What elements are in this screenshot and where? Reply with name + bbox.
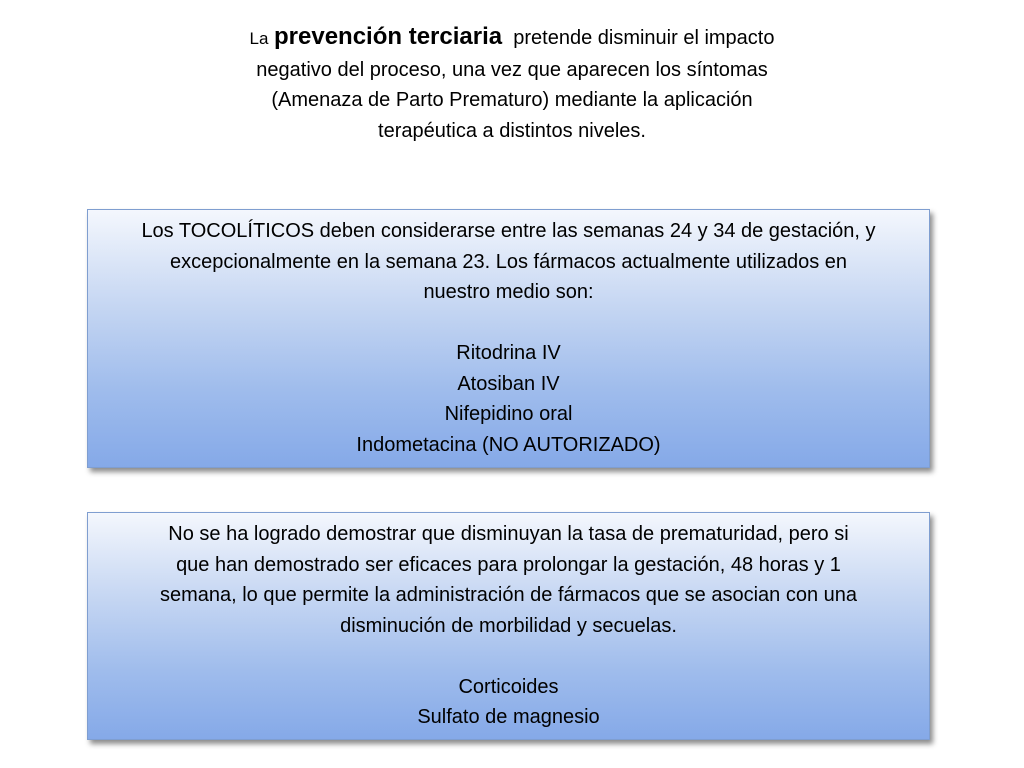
efficacy-line-4: disminución de morbilidad y secuelas.	[340, 614, 677, 637]
intro-text	[150, 22, 874, 146]
drug-item: Sulfato de magnesio	[417, 706, 600, 728]
drug-item: Nifepidino oral	[444, 403, 573, 425]
drug-item: Atosiban IV	[457, 372, 560, 395]
tocolytics-line-2: excepcionalmente en la semana 23. Los fármacos actualmente utilizados en	[169, 250, 848, 273]
intro-rest-first-line: pretende disminuir el impacto	[513, 27, 775, 49]
spacer	[88, 308, 929, 339]
efficacy-box	[87, 512, 930, 740]
intro-emphasis: prevención terciaria	[274, 23, 503, 50]
intro-line-3: (Amenaza de Parto Prematuro) mediante la aplicación	[271, 89, 753, 111]
efficacy-line-3: semana, lo que permite la administración de fármacos que se asocian con una	[159, 584, 858, 606]
intro-line-1	[150, 22, 874, 55]
drug-item: Indometacina (NO AUTORIZADO)	[356, 433, 661, 456]
tocolytics-box	[87, 209, 930, 468]
intro-word-la: La	[249, 29, 269, 48]
intro-line-4: terapéutica a distintos niveles.	[378, 119, 646, 142]
drug-item: Corticoides	[458, 675, 559, 698]
tocolytics-line-1: Los TOCOLÍTICOS deben considerarse entre las semanas 24 y 34 de gestación, y	[141, 220, 876, 242]
tocolytics-line-3: nuestro medio son:	[423, 281, 594, 303]
efficacy-line-1: No se ha logrado demostrar que disminuyan la tasa de prematuridad, pero si	[168, 523, 849, 545]
intro-line-2: negativo del proceso, una vez que aparecen los síntomas	[256, 58, 768, 81]
spacer	[88, 641, 929, 672]
efficacy-line-2: que han demostrado ser eficaces para prolongar la gestación, 48 horas y 1	[176, 553, 841, 576]
drug-item: Ritodrina IV	[456, 342, 561, 364]
